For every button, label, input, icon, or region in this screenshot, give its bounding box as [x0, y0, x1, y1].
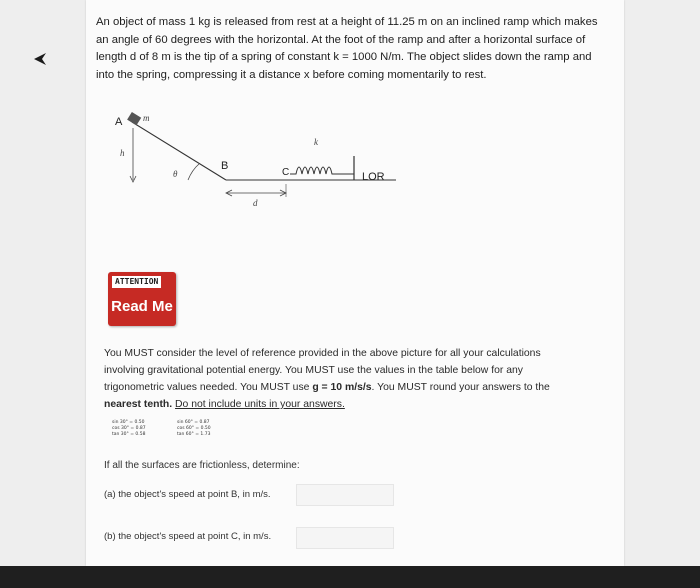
tan30: tan 30° = 0.58 [112, 432, 146, 438]
trig-col-30 [112, 420, 172, 439]
ramp-spring-diagram [96, 100, 416, 210]
instructions-line-3a: trigonometric values needed. You MUST use [104, 382, 313, 393]
trig-col-60 [177, 420, 237, 439]
attention-tag: ATTENTION [112, 276, 161, 288]
gravity-value: g = 10 m/s/s [312, 382, 372, 393]
cos30: cos 30° = 0.87 [112, 426, 146, 432]
problem-line-1: An object of mass 1 kg is released from rest at a height of 11.25 m on an inclined ramp which makes [96, 16, 598, 28]
instructions-line-3 [104, 379, 586, 396]
instructions-line-1: You MUST consider the level of reference provided in the above picture for all your calculations [104, 348, 541, 359]
label-lor: LOR [362, 171, 385, 183]
problem-line-2: an angle of 60 degrees with the horizontal. At the foot of the ramp and after a horizontal surface of [96, 33, 586, 46]
mass-block [127, 112, 141, 125]
bottom-bar [0, 566, 700, 588]
question-a: (a) the object's speed at point B, in m/s. [104, 489, 271, 500]
problem-statement [96, 14, 618, 84]
cursor-arrow-icon [33, 52, 47, 66]
question-b: (b) the object's speed at point C, in m/s. [104, 531, 272, 542]
label-a: A [115, 116, 123, 128]
ramp-incline [132, 122, 229, 180]
problem-line-4: into the spring, compressing it a distance x before coming momentarily to rest. [96, 68, 487, 81]
label-k: k [314, 137, 318, 147]
label-theta: θ [173, 169, 178, 179]
answer-a-input[interactable] [296, 484, 394, 506]
instructions-line-4 [104, 396, 586, 413]
angle-arc [188, 164, 199, 180]
label-d: d [253, 198, 258, 208]
cos60: cos 60° = 0.50 [177, 426, 211, 432]
instructions [104, 345, 586, 413]
no-units-note: Do not include units in your answers. [175, 399, 345, 410]
instructions-line-2: involving gravitational potential energy. You MUST use the values in the table below for any [104, 365, 523, 376]
read-me-label: Read Me [111, 298, 173, 315]
label-c: C [282, 167, 290, 178]
attention-read-me-badge [108, 272, 176, 326]
questions-intro: If all the surfaces are frictionless, determine: [104, 460, 300, 471]
spring-coil [290, 167, 348, 174]
problem-line-3: length d of 8 m is the tip of a spring of constant k = 1000 N/m. The object slides down the ramp and [96, 51, 592, 63]
label-m: m [143, 113, 150, 123]
sin60: sin 60° = 0.87 [177, 420, 210, 425]
label-b: B [221, 160, 229, 172]
sin30: sin 30° = 0.50 [112, 420, 145, 425]
instructions-line-3b: . You MUST round your answers to the [371, 382, 550, 393]
tan60: tan 60° = 1.73 [177, 432, 211, 438]
answer-b-input[interactable] [296, 527, 394, 549]
nearest-tenth: nearest tenth. [104, 399, 176, 410]
label-h: h [120, 148, 125, 158]
